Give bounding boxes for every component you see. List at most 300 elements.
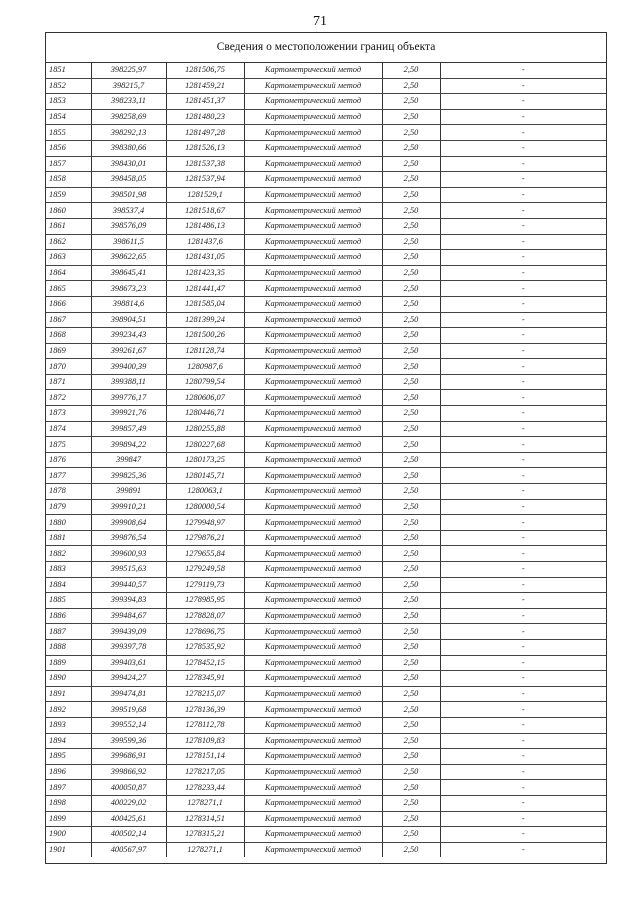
point-number-cell: 1893 xyxy=(46,717,91,733)
y-coordinate-cell: 1278271,1 xyxy=(166,795,244,811)
y-coordinate-cell: 1281459,21 xyxy=(166,78,244,94)
accuracy-cell: 2,50 xyxy=(382,624,440,640)
y-coordinate-cell: 1278828,07 xyxy=(166,608,244,624)
accuracy-cell: 2,50 xyxy=(382,593,440,609)
point-number-cell: 1901 xyxy=(46,842,91,857)
point-number-cell: 1884 xyxy=(46,577,91,593)
y-coordinate-cell: 1281423,35 xyxy=(166,265,244,281)
description-cell: - xyxy=(521,844,525,854)
accuracy-cell: 2,50 xyxy=(382,296,440,312)
x-coordinate-cell: 399440,57 xyxy=(91,577,166,593)
description-cell: - xyxy=(440,827,606,843)
y-coordinate-cell: 1279948,97 xyxy=(166,515,244,531)
x-coordinate-cell: 398622,65 xyxy=(91,250,166,266)
table-row xyxy=(46,499,606,515)
description-cell: - xyxy=(440,156,606,172)
table-row xyxy=(46,484,606,500)
point-number-cell: 1883 xyxy=(46,562,91,578)
table-row xyxy=(46,827,606,843)
point-number-cell: 1863 xyxy=(46,250,91,266)
point-number-cell: 1880 xyxy=(46,515,91,531)
accuracy-cell: 2,50 xyxy=(382,562,440,578)
boundary-table-frame xyxy=(45,32,607,864)
method-cell: Картометрический метод xyxy=(244,717,382,733)
x-coordinate-cell: 399519,68 xyxy=(91,702,166,718)
table-row xyxy=(46,125,606,141)
x-coordinate-cell: 399776,17 xyxy=(91,390,166,406)
y-coordinate-cell: 1278985,95 xyxy=(166,593,244,609)
method-cell: Картометрический метод xyxy=(244,234,382,250)
method-cell: Картометрический метод xyxy=(244,203,382,219)
table-row xyxy=(46,156,606,172)
table-row xyxy=(46,733,606,749)
point-number-cell: 1870 xyxy=(46,359,91,375)
y-coordinate-cell: 1280606,07 xyxy=(166,390,244,406)
table-row xyxy=(46,250,606,266)
accuracy-cell: 2,50 xyxy=(382,717,440,733)
description-cell: - xyxy=(440,593,606,609)
x-coordinate-cell: 399515,63 xyxy=(91,562,166,578)
x-coordinate-cell: 400229,02 xyxy=(91,795,166,811)
table-row xyxy=(46,655,606,671)
accuracy-cell: 2,50 xyxy=(382,281,440,297)
point-number-cell: 1890 xyxy=(46,671,91,687)
x-coordinate-cell: 398458,05 xyxy=(91,172,166,188)
accuracy-cell: 2,50 xyxy=(382,530,440,546)
point-number-cell: 1895 xyxy=(46,749,91,765)
accuracy-cell: 2,50 xyxy=(382,172,440,188)
method-cell: Картометрический метод xyxy=(244,421,382,437)
method-cell: Картометрический метод xyxy=(244,328,382,344)
y-coordinate-cell: 1280446,71 xyxy=(166,406,244,422)
accuracy-cell: 2,50 xyxy=(382,577,440,593)
y-coordinate-cell: 1281437,6 xyxy=(166,234,244,250)
y-coordinate-cell: 1278151,14 xyxy=(166,749,244,765)
x-coordinate-cell: 399876,54 xyxy=(91,530,166,546)
method-cell: Картометрический метод xyxy=(244,187,382,203)
y-coordinate-cell: 1278217,05 xyxy=(166,764,244,780)
point-number-cell: 1859 xyxy=(46,187,91,203)
point-number-cell: 1881 xyxy=(46,530,91,546)
table-row xyxy=(46,312,606,328)
point-number-cell: 1891 xyxy=(46,686,91,702)
method-cell: Картометрический метод xyxy=(244,842,382,857)
method-cell: Картометрический метод xyxy=(244,63,382,78)
y-coordinate-cell: 1278452,15 xyxy=(166,655,244,671)
table-row xyxy=(46,842,606,857)
y-coordinate-cell: 1281441,47 xyxy=(166,281,244,297)
x-coordinate-cell: 399894,22 xyxy=(91,437,166,453)
point-number-cell: 1892 xyxy=(46,702,91,718)
method-cell: Картометрический метод xyxy=(244,343,382,359)
x-coordinate-cell: 399403,61 xyxy=(91,655,166,671)
accuracy-cell: 2,50 xyxy=(382,374,440,390)
y-coordinate-cell: 1278271,1 xyxy=(166,842,244,857)
method-cell: Картометрический метод xyxy=(244,484,382,500)
description-cell: - xyxy=(440,78,606,94)
y-coordinate-cell: 1280173,25 xyxy=(166,452,244,468)
description-cell: - xyxy=(440,234,606,250)
description-cell: - xyxy=(440,296,606,312)
method-cell: Картометрический метод xyxy=(244,218,382,234)
description-cell: - xyxy=(440,671,606,687)
table-row xyxy=(46,343,606,359)
x-coordinate-cell: 399552,14 xyxy=(91,717,166,733)
table-row xyxy=(46,530,606,546)
description-cell: - xyxy=(440,421,606,437)
y-coordinate-cell: 1281497,28 xyxy=(166,125,244,141)
accuracy-cell: 2,50 xyxy=(382,437,440,453)
x-coordinate-cell: 398611,5 xyxy=(91,234,166,250)
point-number-cell: 1860 xyxy=(46,203,91,219)
table-row xyxy=(46,328,606,344)
method-cell: Картометрический метод xyxy=(244,577,382,593)
accuracy-cell: 2,50 xyxy=(382,156,440,172)
y-coordinate-cell: 1280987,6 xyxy=(166,359,244,375)
method-cell: Картометрический метод xyxy=(244,390,382,406)
x-coordinate-cell: 399857,49 xyxy=(91,421,166,437)
accuracy-cell: 2,50 xyxy=(382,203,440,219)
y-coordinate-cell: 1281529,1 xyxy=(166,187,244,203)
y-coordinate-cell: 1281518,67 xyxy=(166,203,244,219)
accuracy-cell: 2,50 xyxy=(382,218,440,234)
y-coordinate-cell: 1281526,13 xyxy=(166,140,244,156)
table-row xyxy=(46,764,606,780)
description-cell: - xyxy=(440,250,606,266)
y-coordinate-cell: 1281500,26 xyxy=(166,328,244,344)
x-coordinate-cell: 399439,09 xyxy=(91,624,166,640)
x-coordinate-cell: 399388,11 xyxy=(91,374,166,390)
y-coordinate-cell: 1280799,54 xyxy=(166,374,244,390)
table-row xyxy=(46,421,606,437)
y-coordinate-cell: 1281486,13 xyxy=(166,218,244,234)
method-cell: Картометрический метод xyxy=(244,671,382,687)
table-row xyxy=(46,281,606,297)
point-number-cell: 1868 xyxy=(46,328,91,344)
method-cell: Картометрический метод xyxy=(244,702,382,718)
method-cell: Картометрический метод xyxy=(244,78,382,94)
description-cell: - xyxy=(440,94,606,110)
x-coordinate-cell: 399910,21 xyxy=(91,499,166,515)
y-coordinate-cell: 1280145,71 xyxy=(166,468,244,484)
description-cell: - xyxy=(440,390,606,406)
table-row xyxy=(46,437,606,453)
description-cell: - xyxy=(440,437,606,453)
description-cell: - xyxy=(440,63,606,78)
description-cell: - xyxy=(440,546,606,562)
description-cell: - xyxy=(440,764,606,780)
table-row xyxy=(46,63,606,78)
point-number-cell: 1897 xyxy=(46,780,91,796)
point-number-cell: 1867 xyxy=(46,312,91,328)
table-row xyxy=(46,624,606,640)
accuracy-cell: 2,50 xyxy=(382,140,440,156)
accuracy-cell: 2,50 xyxy=(382,343,440,359)
description-cell: - xyxy=(440,203,606,219)
y-coordinate-cell: 1281585,04 xyxy=(166,296,244,312)
method-cell: Картометрический метод xyxy=(244,686,382,702)
x-coordinate-cell: 399394,83 xyxy=(91,593,166,609)
description-cell: - xyxy=(440,795,606,811)
x-coordinate-cell: 399921,76 xyxy=(91,406,166,422)
boundary-points-table xyxy=(46,63,606,857)
point-number-cell: 1888 xyxy=(46,639,91,655)
method-cell: Картометрический метод xyxy=(244,749,382,765)
y-coordinate-cell: 1281537,38 xyxy=(166,156,244,172)
point-number-cell: 1882 xyxy=(46,546,91,562)
accuracy-cell: 2,50 xyxy=(382,639,440,655)
y-coordinate-cell: 1280227,68 xyxy=(166,437,244,453)
x-coordinate-cell: 398430,01 xyxy=(91,156,166,172)
x-coordinate-cell: 398225,97 xyxy=(91,63,166,78)
accuracy-cell: 2,50 xyxy=(382,702,440,718)
x-coordinate-cell: 399825,36 xyxy=(91,468,166,484)
description-cell: - xyxy=(440,312,606,328)
method-cell: Картометрический метод xyxy=(244,374,382,390)
x-coordinate-cell: 399484,67 xyxy=(91,608,166,624)
accuracy-cell: 2,50 xyxy=(382,827,440,843)
accuracy-cell: 2,50 xyxy=(382,842,440,857)
method-cell: Картометрический метод xyxy=(244,624,382,640)
accuracy-cell: 2,50 xyxy=(382,764,440,780)
point-number-cell: 1900 xyxy=(46,827,91,843)
table-row xyxy=(46,515,606,531)
method-cell: Картометрический метод xyxy=(244,125,382,141)
description-cell: - xyxy=(440,484,606,500)
y-coordinate-cell: 1281399,24 xyxy=(166,312,244,328)
y-coordinate-cell: 1278233,44 xyxy=(166,780,244,796)
table-row xyxy=(46,608,606,624)
method-cell: Картометрический метод xyxy=(244,281,382,297)
description-cell: - xyxy=(440,281,606,297)
point-number-cell: 1877 xyxy=(46,468,91,484)
accuracy-cell: 2,50 xyxy=(382,795,440,811)
description-cell: - xyxy=(440,374,606,390)
x-coordinate-cell: 398215,7 xyxy=(91,78,166,94)
table-row xyxy=(46,811,606,827)
table-body xyxy=(46,63,606,857)
x-coordinate-cell: 399474,81 xyxy=(91,686,166,702)
accuracy-cell: 2,50 xyxy=(382,655,440,671)
accuracy-cell: 2,50 xyxy=(382,406,440,422)
table-row xyxy=(46,390,606,406)
x-coordinate-cell: 399261,67 xyxy=(91,343,166,359)
y-coordinate-cell: 1281480,23 xyxy=(166,109,244,125)
table-row xyxy=(46,374,606,390)
method-cell: Картометрический метод xyxy=(244,452,382,468)
x-coordinate-cell: 399908,64 xyxy=(91,515,166,531)
description-cell: - xyxy=(440,218,606,234)
description-cell: - xyxy=(440,749,606,765)
accuracy-cell: 2,50 xyxy=(382,109,440,125)
y-coordinate-cell: 1279119,73 xyxy=(166,577,244,593)
method-cell: Картометрический метод xyxy=(244,764,382,780)
accuracy-cell: 2,50 xyxy=(382,63,440,78)
method-cell: Картометрический метод xyxy=(244,608,382,624)
table-row xyxy=(46,296,606,312)
description-cell: - xyxy=(440,343,606,359)
y-coordinate-cell: 1281431,05 xyxy=(166,250,244,266)
point-number-cell: 1869 xyxy=(46,343,91,359)
y-coordinate-cell: 1278345,91 xyxy=(166,671,244,687)
accuracy-cell: 2,50 xyxy=(382,749,440,765)
x-coordinate-cell: 398673,23 xyxy=(91,281,166,297)
method-cell: Картометрический метод xyxy=(244,406,382,422)
table-row xyxy=(46,593,606,609)
table-row xyxy=(46,218,606,234)
method-cell: Картометрический метод xyxy=(244,780,382,796)
method-cell: Картометрический метод xyxy=(244,593,382,609)
description-cell: - xyxy=(440,328,606,344)
description-cell: - xyxy=(440,702,606,718)
point-number-cell: 1875 xyxy=(46,437,91,453)
table-row xyxy=(46,562,606,578)
x-coordinate-cell: 400502,14 xyxy=(91,827,166,843)
description-cell: - xyxy=(440,686,606,702)
y-coordinate-cell: 1279655,84 xyxy=(166,546,244,562)
point-number-cell: 1855 xyxy=(46,125,91,141)
method-cell: Картометрический метод xyxy=(244,296,382,312)
y-coordinate-cell: 1281128,74 xyxy=(166,343,244,359)
method-cell: Картометрический метод xyxy=(244,250,382,266)
x-coordinate-cell: 399397,78 xyxy=(91,639,166,655)
description-cell: - xyxy=(440,717,606,733)
table-row xyxy=(46,452,606,468)
point-number-cell: 1864 xyxy=(46,265,91,281)
x-coordinate-cell: 400050,87 xyxy=(91,780,166,796)
point-number-cell: 1853 xyxy=(46,94,91,110)
description-cell: - xyxy=(440,577,606,593)
table-row xyxy=(46,671,606,687)
page-number: 71 xyxy=(313,14,327,29)
point-number-cell: 1887 xyxy=(46,624,91,640)
x-coordinate-cell: 398258,69 xyxy=(91,109,166,125)
method-cell: Картометрический метод xyxy=(244,515,382,531)
point-number-cell: 1898 xyxy=(46,795,91,811)
method-cell: Картометрический метод xyxy=(244,811,382,827)
description-cell: - xyxy=(440,359,606,375)
accuracy-cell: 2,50 xyxy=(382,421,440,437)
point-number-cell: 1885 xyxy=(46,593,91,609)
point-number-cell: 1876 xyxy=(46,452,91,468)
x-coordinate-cell: 398814,6 xyxy=(91,296,166,312)
x-coordinate-cell: 399686,91 xyxy=(91,749,166,765)
method-cell: Картометрический метод xyxy=(244,172,382,188)
y-coordinate-cell: 1279876,21 xyxy=(166,530,244,546)
method-cell: Картометрический метод xyxy=(244,156,382,172)
accuracy-cell: 2,50 xyxy=(382,608,440,624)
description-cell: - xyxy=(440,140,606,156)
point-number-cell: 1865 xyxy=(46,281,91,297)
table-row xyxy=(46,639,606,655)
description-cell: - xyxy=(440,655,606,671)
method-cell: Картометрический метод xyxy=(244,546,382,562)
point-number-cell: 1889 xyxy=(46,655,91,671)
point-number-cell: 1872 xyxy=(46,390,91,406)
accuracy-cell: 2,50 xyxy=(382,234,440,250)
point-number-cell: 1857 xyxy=(46,156,91,172)
description-cell: - xyxy=(440,780,606,796)
y-coordinate-cell: 1278136,39 xyxy=(166,702,244,718)
point-number-cell: 1874 xyxy=(46,421,91,437)
y-coordinate-cell: 1278315,21 xyxy=(166,827,244,843)
y-coordinate-cell: 1278314,51 xyxy=(166,811,244,827)
x-coordinate-cell: 399599,36 xyxy=(91,733,166,749)
x-coordinate-cell: 398904,51 xyxy=(91,312,166,328)
y-coordinate-cell: 1280255,88 xyxy=(166,421,244,437)
accuracy-cell: 2,50 xyxy=(382,546,440,562)
x-coordinate-cell: 400425,61 xyxy=(91,811,166,827)
method-cell: Картометрический метод xyxy=(244,312,382,328)
point-number-cell: 1862 xyxy=(46,234,91,250)
table-row xyxy=(46,717,606,733)
table-title: Сведения о местоположении границ объекта xyxy=(46,33,606,63)
x-coordinate-cell: 398576,09 xyxy=(91,218,166,234)
point-number-cell: 1854 xyxy=(46,109,91,125)
accuracy-cell: 2,50 xyxy=(382,733,440,749)
table-row xyxy=(46,780,606,796)
method-cell: Картометрический метод xyxy=(244,140,382,156)
description-cell: - xyxy=(440,530,606,546)
method-cell: Картометрический метод xyxy=(244,437,382,453)
point-number-cell: 1866 xyxy=(46,296,91,312)
table-row xyxy=(46,546,606,562)
table-row xyxy=(46,187,606,203)
accuracy-cell: 2,50 xyxy=(382,328,440,344)
x-coordinate-cell: 400567,97 xyxy=(91,842,166,857)
point-number-cell: 1879 xyxy=(46,499,91,515)
table-row xyxy=(46,234,606,250)
table-row xyxy=(46,359,606,375)
y-coordinate-cell: 1281451,37 xyxy=(166,94,244,110)
description-cell: - xyxy=(440,515,606,531)
y-coordinate-cell: 1278535,92 xyxy=(166,639,244,655)
method-cell: Картометрический метод xyxy=(244,499,382,515)
accuracy-cell: 2,50 xyxy=(382,686,440,702)
x-coordinate-cell: 399866,92 xyxy=(91,764,166,780)
description-cell: - xyxy=(440,406,606,422)
accuracy-cell: 2,50 xyxy=(382,94,440,110)
y-coordinate-cell: 1279249,58 xyxy=(166,562,244,578)
point-number-cell: 1894 xyxy=(46,733,91,749)
description-cell: - xyxy=(440,811,606,827)
table-row xyxy=(46,795,606,811)
method-cell: Картометрический метод xyxy=(244,530,382,546)
table-row xyxy=(46,78,606,94)
point-number-cell: 1886 xyxy=(46,608,91,624)
accuracy-cell: 2,50 xyxy=(382,312,440,328)
description-cell: - xyxy=(440,624,606,640)
y-coordinate-cell: 1280000,54 xyxy=(166,499,244,515)
description-cell: - xyxy=(440,265,606,281)
accuracy-cell: 2,50 xyxy=(382,468,440,484)
point-number-cell: 1856 xyxy=(46,140,91,156)
accuracy-cell: 2,50 xyxy=(382,125,440,141)
accuracy-cell: 2,50 xyxy=(382,390,440,406)
table-row xyxy=(46,406,606,422)
method-cell: Картометрический метод xyxy=(244,639,382,655)
accuracy-cell: 2,50 xyxy=(382,515,440,531)
point-number-cell: 1858 xyxy=(46,172,91,188)
description-cell: - xyxy=(440,562,606,578)
accuracy-cell: 2,50 xyxy=(382,78,440,94)
point-number-cell: 1878 xyxy=(46,484,91,500)
table-row xyxy=(46,94,606,110)
table-row xyxy=(46,686,606,702)
description-cell: - xyxy=(440,608,606,624)
description-cell: - xyxy=(440,172,606,188)
description-cell: - xyxy=(440,125,606,141)
